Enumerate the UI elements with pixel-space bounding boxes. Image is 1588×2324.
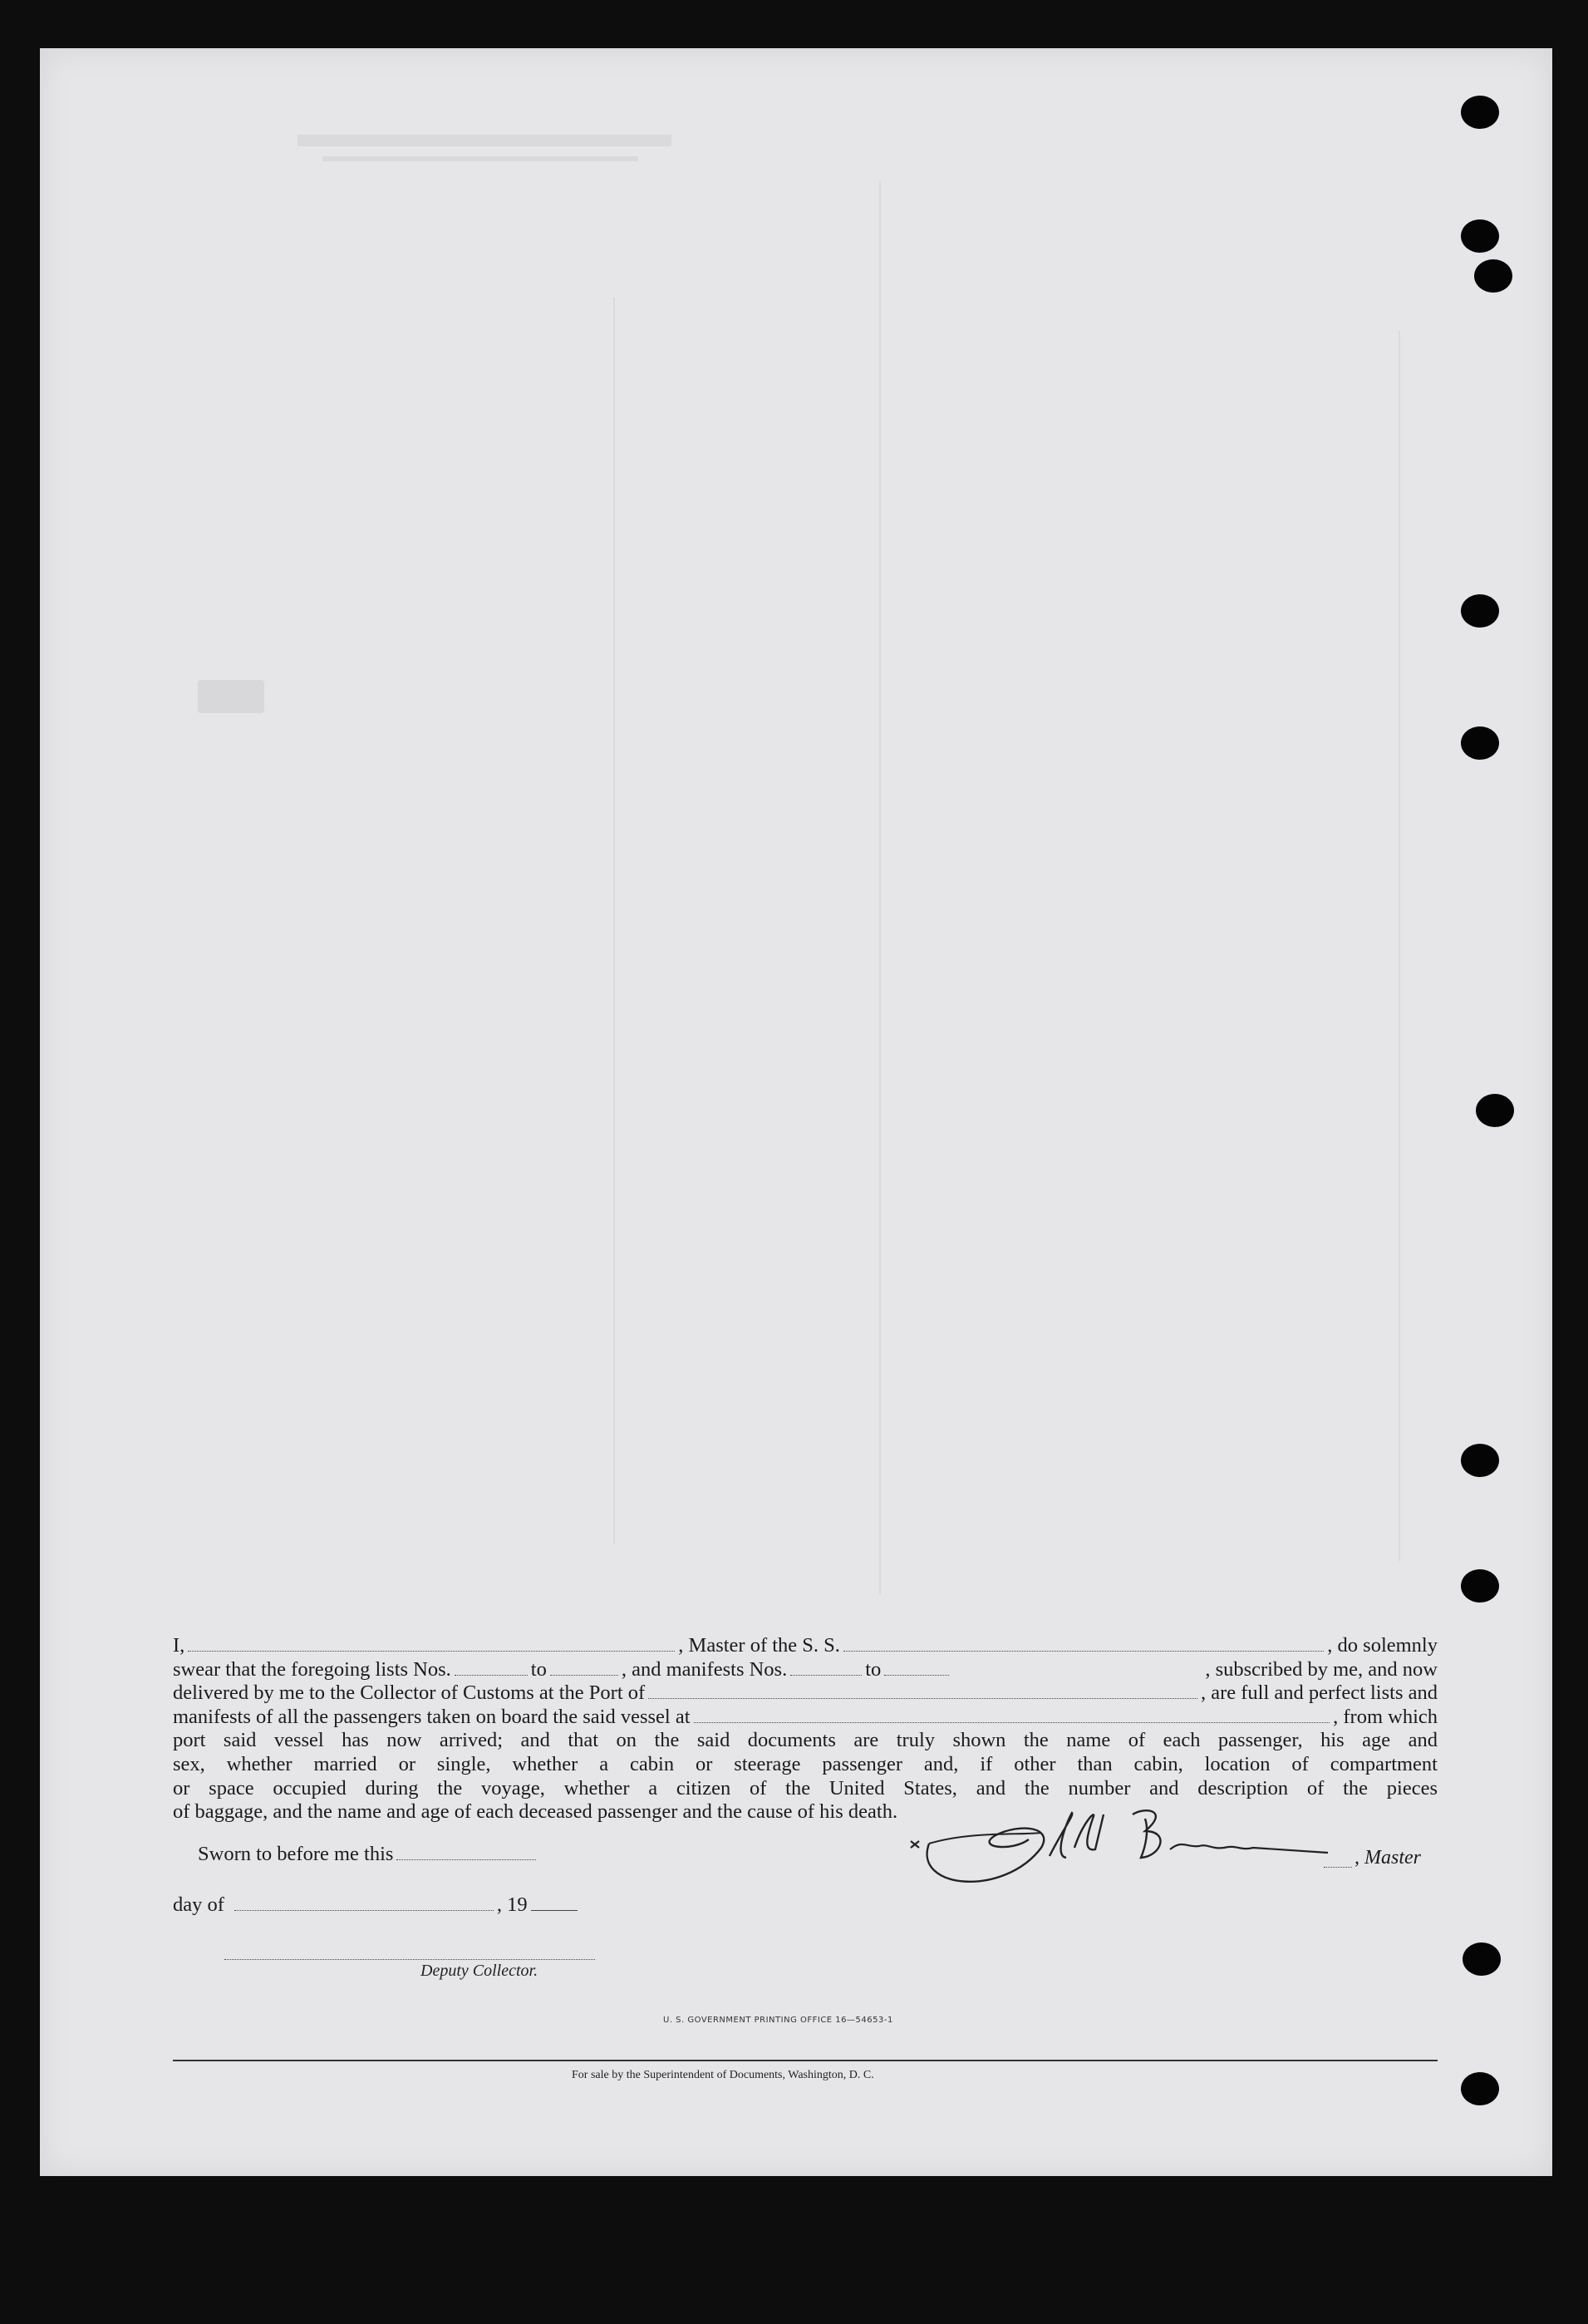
punch-hole xyxy=(1476,1094,1514,1127)
vessel-name-field[interactable] xyxy=(843,1650,1324,1652)
master-signature-line[interactable] xyxy=(1324,1867,1352,1868)
deputy-collector-label: Deputy Collector. xyxy=(420,1962,538,1980)
lists-from-field[interactable] xyxy=(455,1674,528,1676)
oath-text: , and manifests Nos. xyxy=(621,1657,788,1681)
master-oath xyxy=(173,1634,1438,1824)
punch-hole xyxy=(1461,1444,1499,1477)
oath-line-3 xyxy=(173,1681,1438,1706)
bleed-through-right-edge xyxy=(1399,331,1400,1561)
port-of-departure-field[interactable] xyxy=(694,1721,1330,1723)
oath-text: I, xyxy=(173,1634,185,1657)
sworn-year-field[interactable] xyxy=(531,1909,578,1911)
manifests-to-field[interactable] xyxy=(884,1674,949,1676)
oath-text: to xyxy=(530,1657,547,1681)
punch-hole xyxy=(1461,96,1499,129)
punch-hole xyxy=(1474,259,1512,293)
manifests-from-field[interactable] xyxy=(790,1674,862,1676)
oath-text: to xyxy=(865,1657,882,1681)
sworn-month-field[interactable] xyxy=(234,1909,494,1911)
oath-line-5: port said vessel has now arrived; and that on the said documents are truly shown the name of each passenger, his age and xyxy=(173,1729,1438,1752)
oath-text: , Master of the S. S. xyxy=(678,1634,840,1657)
oath-text: swear that the foregoing lists Nos. xyxy=(173,1657,451,1681)
punch-hole xyxy=(1461,219,1499,253)
sworn-day-field[interactable] xyxy=(396,1859,536,1860)
printer-imprint: U. S. GOVERNMENT PRINTING OFFICE 16—54653-1 xyxy=(663,2016,893,2025)
oath-text: manifests of all the passengers taken on board the said vessel at xyxy=(173,1705,691,1728)
lists-to-field[interactable] xyxy=(550,1674,618,1676)
sworn-statement xyxy=(198,1843,539,1866)
sworn-label: Sworn to before me this xyxy=(198,1843,394,1865)
oath-line-1 xyxy=(173,1634,1438,1658)
master-name-field[interactable] xyxy=(188,1650,675,1652)
bleed-through-stamp xyxy=(198,680,264,713)
oath-line-8: of baggage, and the name and age of each deceased passenger and the cause of his death. xyxy=(173,1800,898,1824)
punch-hole xyxy=(1461,726,1499,760)
oath-line-4 xyxy=(173,1706,1438,1730)
manifest-page-back xyxy=(40,48,1552,2176)
oath-line-7: or space occupied during the voyage, whether a citizen of the United States, and the number and description of the pieces xyxy=(173,1776,1438,1800)
punch-hole xyxy=(1461,2072,1499,2105)
bleed-through-column-line xyxy=(613,298,615,1544)
year-label: , 19 xyxy=(496,1893,528,1916)
footer-rule xyxy=(173,2060,1438,2061)
sworn-date-row xyxy=(173,1893,581,1917)
punch-hole xyxy=(1461,1569,1499,1603)
bleed-through-subheader xyxy=(322,156,638,161)
master-signature xyxy=(896,1798,1345,1906)
punch-hole xyxy=(1461,594,1499,628)
bleed-through-column-line xyxy=(879,181,881,1594)
oath-text: , subscribed by me, and now xyxy=(1205,1657,1438,1681)
oath-line-2 xyxy=(173,1658,1438,1682)
oath-text: , do solemnly xyxy=(1327,1634,1438,1657)
punch-hole xyxy=(1463,1942,1501,1976)
master-label: , Master xyxy=(1354,1847,1421,1869)
oath-line-6: sex, whether married or single, whether a cabin or steerage passenger and, if other than cabin, location of compartment xyxy=(173,1752,1438,1775)
bleed-through-header xyxy=(297,135,671,146)
sale-note: For sale by the Superintendent of Documents, Washington, D. C. xyxy=(572,2069,874,2081)
oath-text: delivered by me to the Collector of Customs at the Port of xyxy=(173,1681,646,1705)
deputy-collector-signature-line[interactable] xyxy=(224,1959,595,1960)
day-of-label: day of xyxy=(173,1893,224,1916)
port-of-arrival-field[interactable] xyxy=(648,1697,1197,1699)
oath-text: , from which xyxy=(1333,1705,1438,1728)
oath-text: , are full and perfect lists and xyxy=(1200,1681,1438,1705)
